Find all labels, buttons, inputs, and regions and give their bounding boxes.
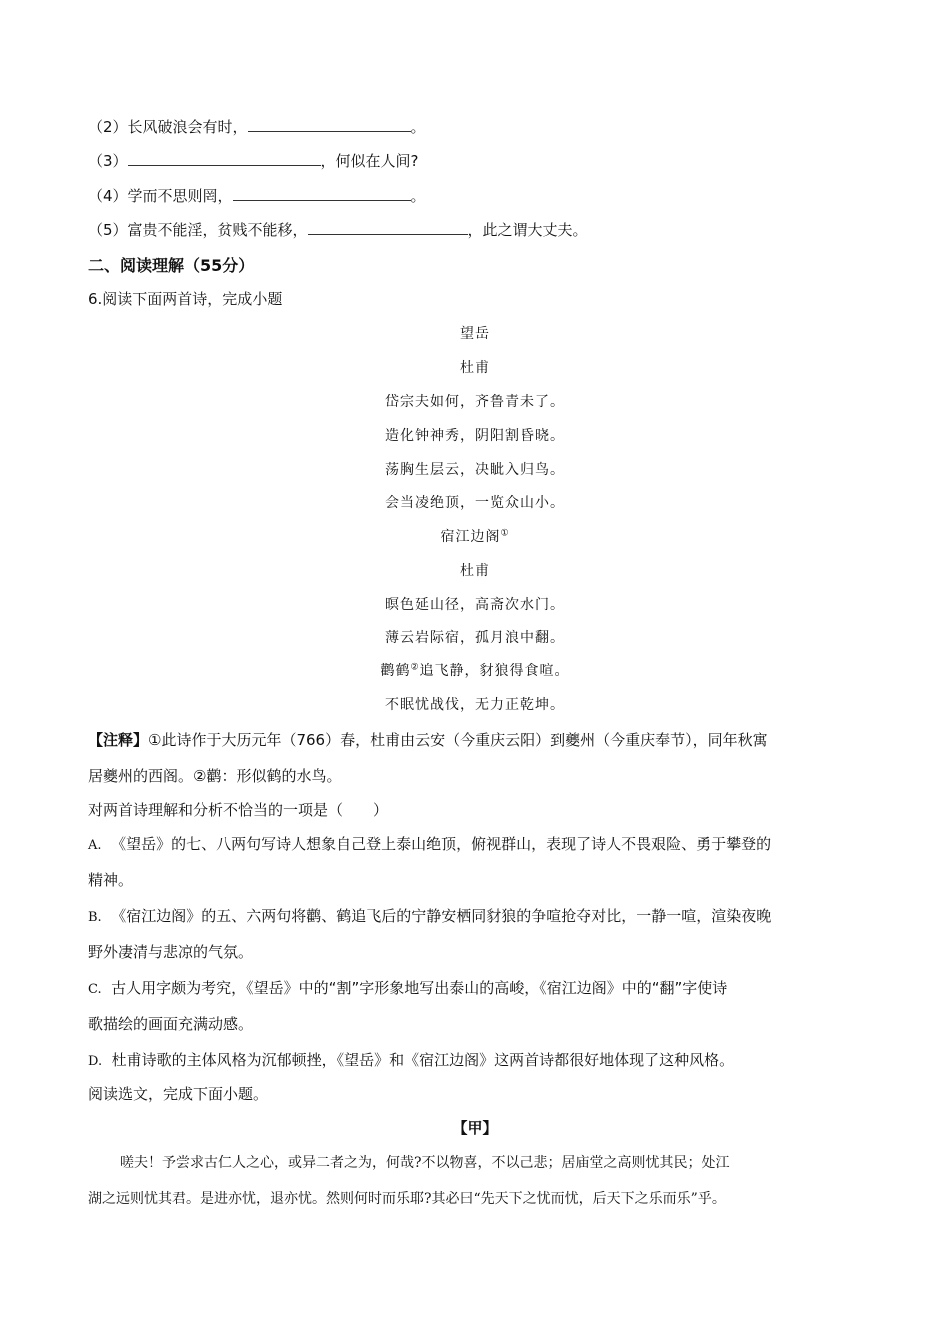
option-text: 歌描绘的画面充满动感。 (88, 1015, 254, 1033)
option-text: 精神。 (88, 871, 134, 889)
option-c[interactable] (88, 977, 727, 998)
answer-blank[interactable] (308, 220, 468, 235)
annotation-text: ①此诗作于大历元年（766）春，杜甫由云安（今重庆云阳）到夔州（今重庆奉节），同年秋寓 (148, 731, 768, 749)
poem-line: 会当凌绝顶，一览众山小。 (385, 495, 565, 511)
passage-text: 嗟夫！予尝求古仁人之心，或异二者之为，何哉?不以物喜，不以己悲；居庙堂之高则忧其民；处江 (120, 1155, 730, 1171)
option-text: 杜甫诗歌的主体风格为沉郁顿挫，《望岳》和《宿江边阁》这两首诗都很好地体现了这种风格。 (111, 1051, 735, 1069)
poem-line-text: 鹳鹤 (380, 663, 411, 679)
footnote-marker: ② (410, 662, 420, 673)
poem-title (0, 526, 950, 546)
answer-blank[interactable] (248, 117, 411, 132)
answer-blank[interactable] (128, 151, 321, 166)
poem-line (0, 660, 950, 680)
poem-author: 杜甫 (460, 563, 490, 579)
poem-line: 薄云岩际宿，孤月浪中翻。 (385, 630, 565, 646)
fill-blank-text: 。 (410, 187, 426, 205)
option-d[interactable] (88, 1049, 734, 1070)
poem-title-text: 宿江边阁 (440, 529, 501, 545)
option-text: 《宿江边阁》的五、六两句将鹳、鹤追飞后的宁静安栖同豺狼的争喧抢夺对比，一静一喧，渲染夜晚 (111, 907, 772, 925)
poem-line: 暝色延山径，高斋次水门。 (385, 597, 565, 613)
fill-blank-text: ，何似在人间? (320, 152, 419, 170)
answer-blank[interactable] (233, 186, 411, 201)
poem-title: 望岳 (460, 326, 490, 342)
option-a[interactable] (88, 833, 771, 854)
passage-text: 湖之远则忧其君。是进亦忧，退亦忧。然则何时而乐耶?其必曰“先天下之忧而忧，后天下之乐而乐”乎。 (88, 1191, 726, 1207)
option-label: D. (88, 1054, 103, 1069)
option-label: C. (88, 982, 102, 997)
poem-line-text: 追飞静，豺狼得食喧。 (419, 663, 570, 679)
fill-blank-text: （4）学而不思则罔， (88, 187, 233, 205)
fill-blank-text: （5）富贵不能淫，贫贱不能移， (88, 221, 308, 239)
option-label: A. (88, 838, 102, 853)
annotation-label: 【注释】 (88, 731, 149, 749)
footnote-marker: ① (500, 528, 510, 539)
poem-line: 造化钟神秀，阴阳割昏晓。 (385, 428, 565, 444)
fill-blank-item (88, 117, 426, 137)
annotation-text: 居夔州的西阁。②鹳：形似鹤的水鸟。 (88, 767, 342, 785)
fill-blank-text: （2）长风破浪会有时， (88, 118, 248, 136)
poem-line: 荡胸生层云，决眦入归鸟。 (385, 462, 565, 478)
fill-blank-item (88, 151, 419, 171)
passage-heading: 【甲】 (452, 1119, 498, 1137)
fill-blank-text: （3） (88, 152, 128, 170)
option-text: 古人用字颇为考究，《望岳》中的“割”字形象地写出泰山的高峻，《宿江边阁》中的“翻”字使诗 (111, 979, 728, 997)
fill-blank-item (88, 186, 426, 206)
option-b[interactable] (88, 905, 771, 926)
option-text: 野外凄清与悲凉的气氛。 (88, 943, 254, 961)
poem-line: 不眠忧战伐，无力正乾坤。 (385, 697, 565, 713)
question-prompt: 6.阅读下面两首诗，完成小题 (88, 290, 283, 308)
fill-blank-text: 。 (410, 118, 426, 136)
question-stem: 对两首诗理解和分析不恰当的一项是（ ） (88, 801, 389, 819)
poem-author: 杜甫 (460, 360, 490, 376)
fill-blank-item (88, 220, 588, 240)
annotation (88, 729, 768, 750)
option-text: 《望岳》的七、八两句写诗人想象自己登上泰山绝顶，俯视群山，表现了诗人不畏艰险、勇于攀登的 (111, 835, 772, 853)
option-label: B. (88, 910, 102, 925)
fill-blank-text: ，此之谓大丈夫。 (467, 221, 588, 239)
reading-prompt: 阅读选文，完成下面小题。 (88, 1085, 269, 1103)
section-title: 二、阅读理解（55分） (88, 256, 255, 275)
poem-line: 岱宗夫如何，齐鲁青未了。 (385, 394, 565, 410)
